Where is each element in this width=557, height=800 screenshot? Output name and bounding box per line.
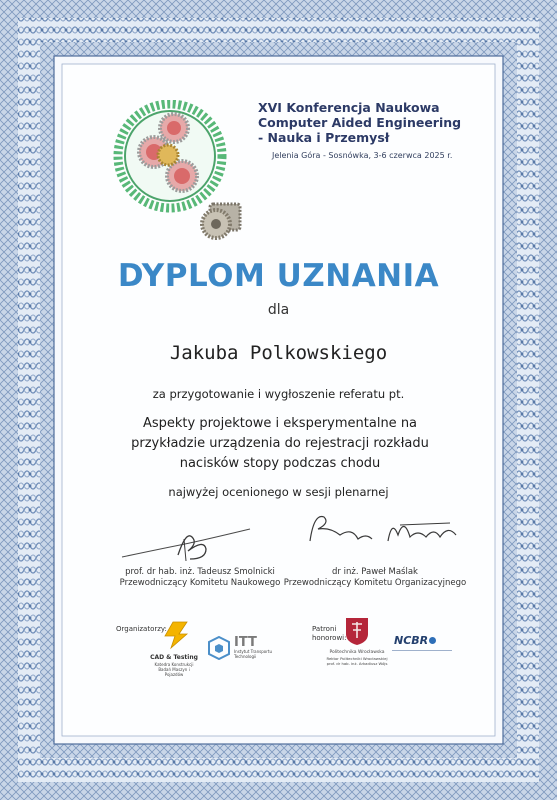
award-reason: za przygotowanie i wygłoszenie referatu pt.: [152, 387, 405, 401]
evaluation-note: najwyżej ocenionego w sesji plenarnej: [168, 485, 389, 499]
ncbr-name: NCBR: [394, 634, 429, 647]
pwr-sub: Rektor Politechniki Wrocławskiej prof. dr hab. inż. Arkadiusz Wójs: [326, 656, 388, 666]
cad-testing-icon: [157, 620, 191, 650]
itt-cube-icon: [208, 636, 230, 660]
itt-logo: [208, 636, 278, 660]
pwr-crest-icon: [344, 616, 370, 646]
signatory-role: Przewodniczący Komitetu Naukowego: [119, 578, 281, 588]
ncbr-underline: [392, 650, 452, 651]
itt-name: ITT: [234, 635, 257, 650]
cad-testing-sub: Katedra Konstrukcji Badań Maszyn i Pojazdów: [154, 662, 194, 677]
cad-testing-logo: [150, 620, 198, 677]
signature-2-scribble: [300, 505, 470, 555]
ncbr-dot-icon: [429, 637, 436, 644]
conference-line-3: - Nauka i Przemysł: [258, 130, 390, 145]
itt-sub: Instytut Transportu Technologii: [234, 649, 272, 659]
signatory-name: dr inż. Paweł Maślak: [332, 567, 418, 577]
organizers-label: Organizatorzy:: [116, 625, 167, 633]
signatory-name: prof. dr hab. inż. Tadeusz Smolnicki: [125, 567, 275, 577]
patrons-label-1: Patroni: [312, 625, 337, 633]
gears-logo: [108, 100, 258, 250]
signature-block-scientific: [110, 567, 290, 589]
pwr-name: Politechnika Wrocławska: [329, 650, 385, 655]
signature-1-scribble: [120, 525, 260, 565]
conference-line-1: XVI Konferencja Naukowa: [258, 100, 440, 115]
conference-info: [258, 100, 462, 163]
patrons-label-2: honorowi:: [312, 634, 347, 642]
recipient-name: Jakuba Polkowskiego: [169, 342, 388, 364]
for-label: dla: [267, 302, 290, 318]
ncbr-logo: [394, 634, 436, 647]
signature-block-organizing: [280, 567, 470, 589]
paper-title: Aspekty projektowe i eksperymentalne na przykładzie urządzenia do rejestracji rozkładu nacisków stopy podczas chodu: [131, 416, 429, 471]
diploma-title: DYPLOM UZNANIA: [117, 258, 440, 294]
conference-place-date: Jelenia Góra - Sosnówka, 3-6 czerwca 2025 r.: [272, 151, 453, 160]
cad-testing-name: CAD & Testing: [150, 654, 198, 661]
signatory-role: Przewodniczący Komitetu Organizacyjnego: [283, 578, 467, 588]
conference-line-2: Computer Aided Engineering: [258, 115, 462, 130]
pwr-logo: [326, 616, 388, 666]
